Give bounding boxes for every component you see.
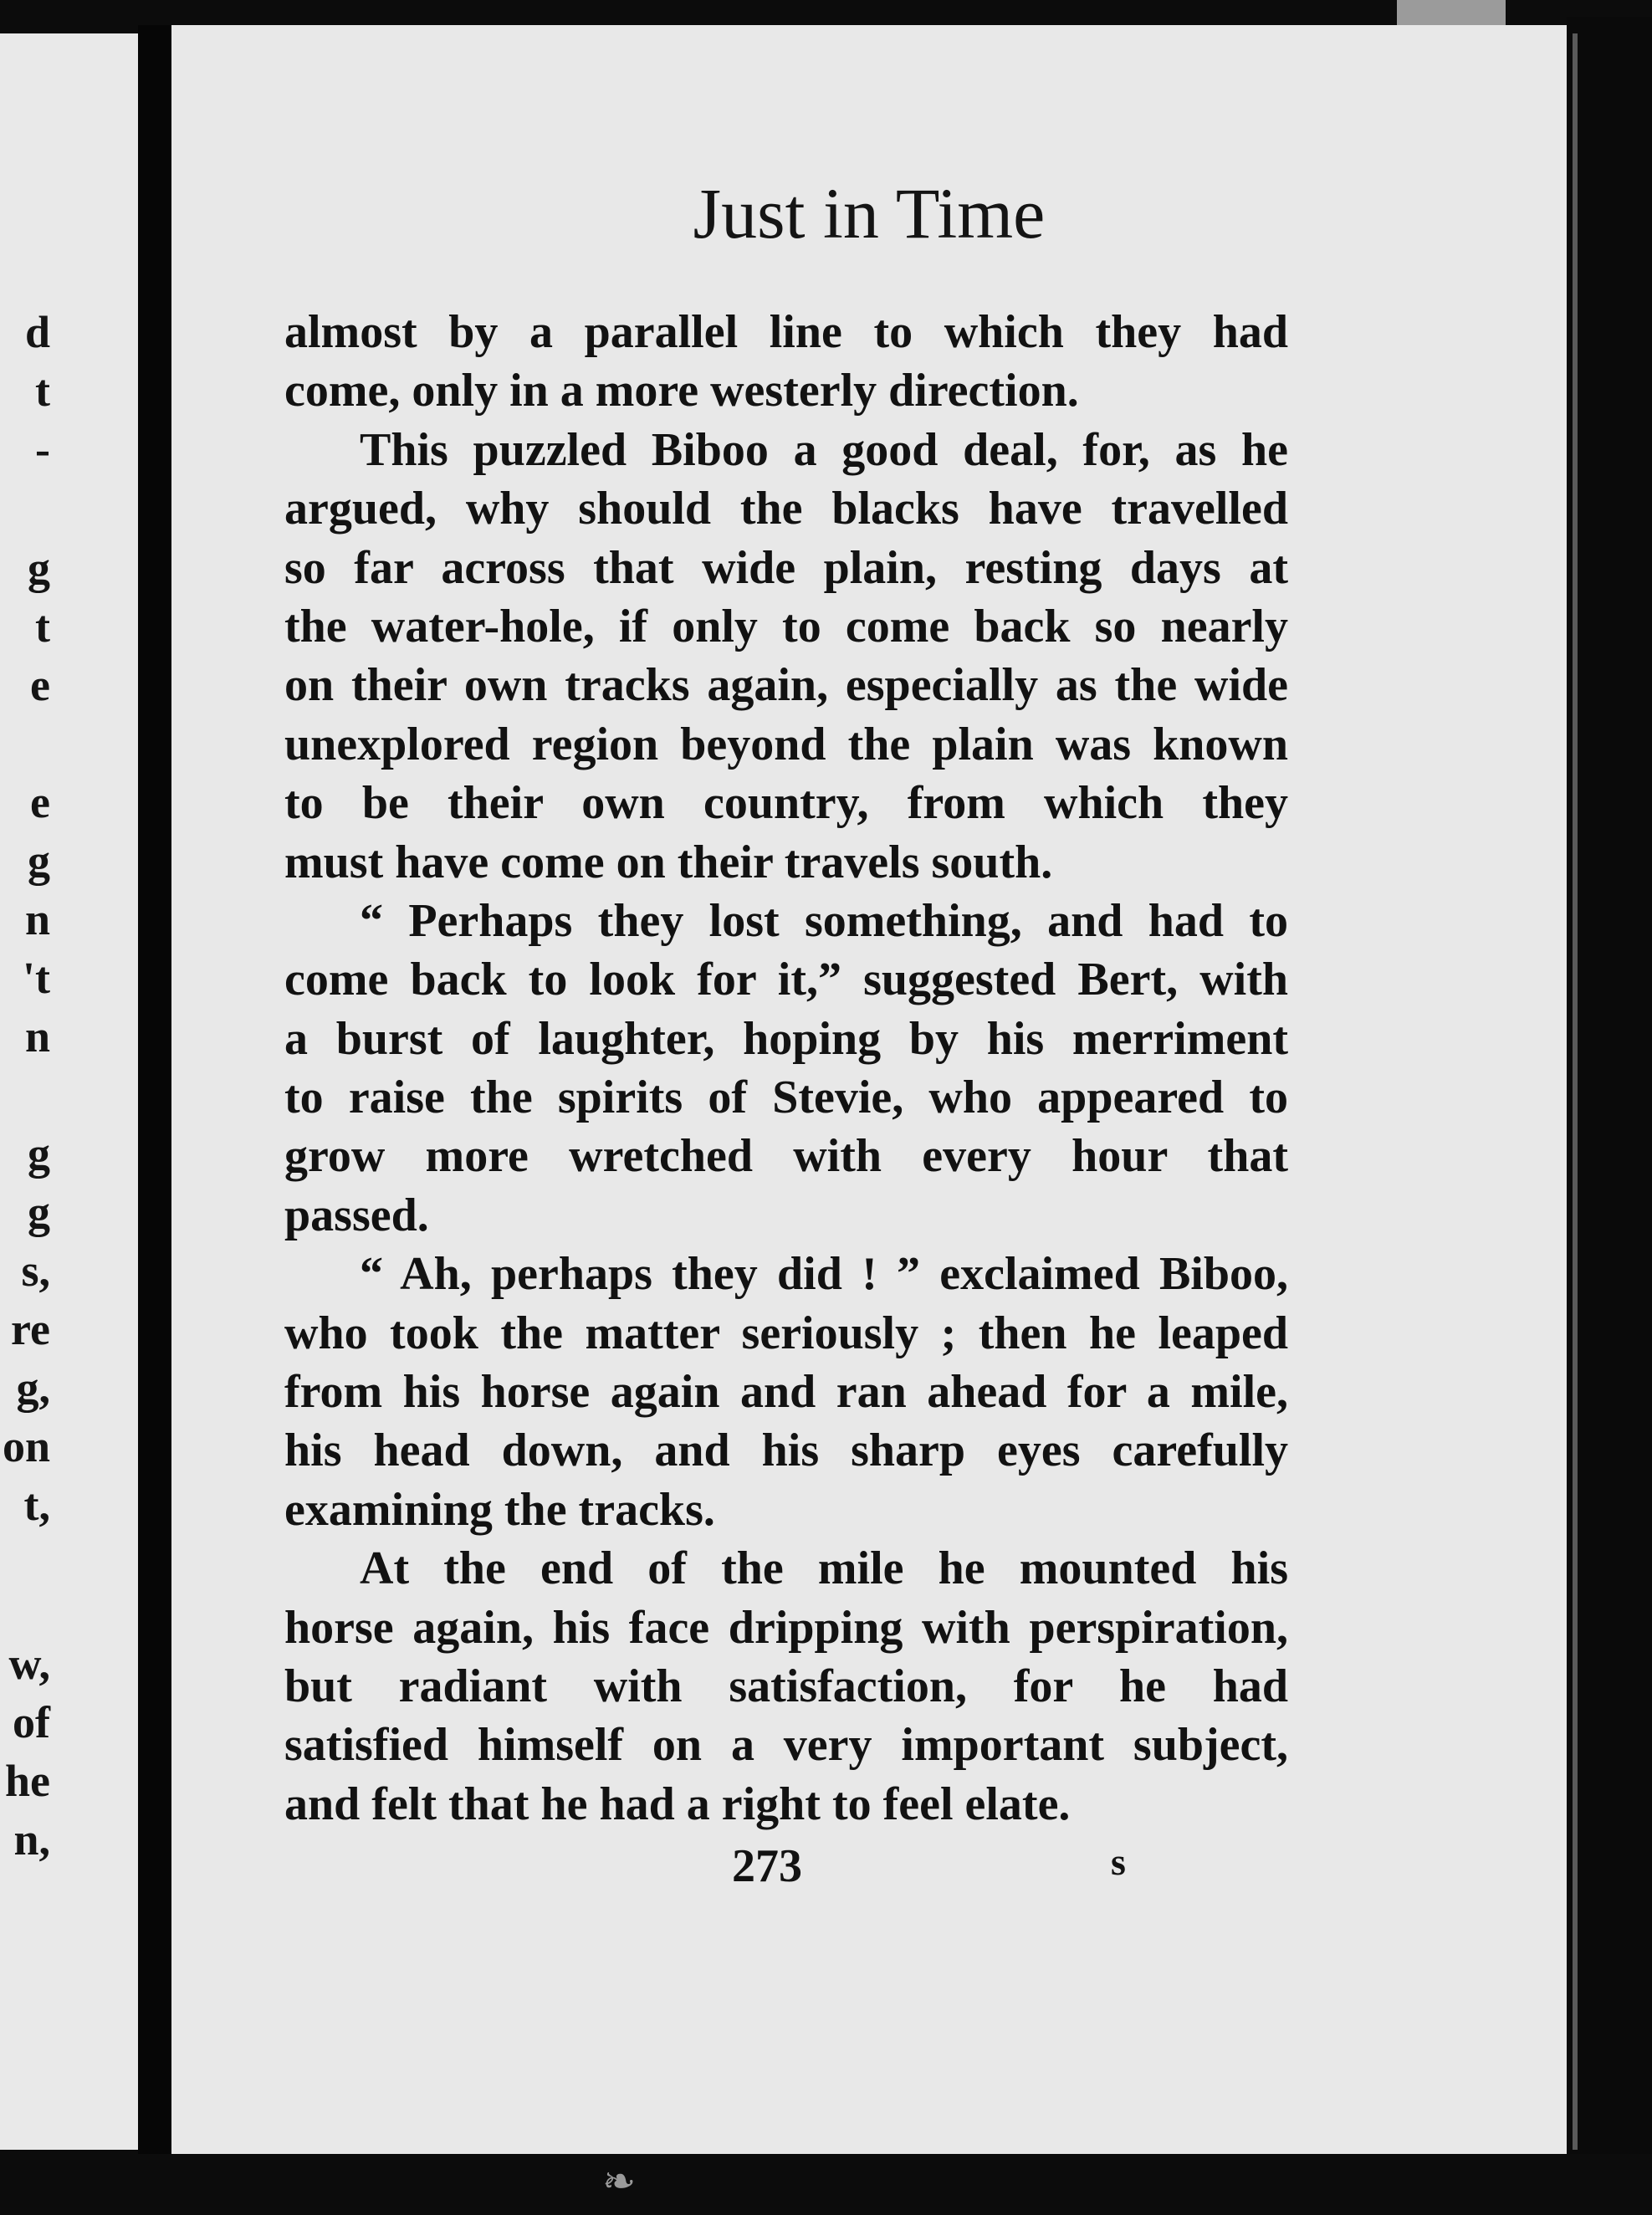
facing-line-fragment: on bbox=[2, 1421, 50, 1471]
facing-line-fragment: w, bbox=[8, 1639, 50, 1689]
scan-bottom-border bbox=[0, 2154, 1652, 2215]
page-body-text bbox=[284, 303, 1288, 1834]
text-line: examining the tracks. bbox=[284, 1483, 715, 1536]
text-line: argued, why should the blacks have travelled bbox=[284, 483, 1288, 535]
text-line: his head down, and his sharp eyes carefully bbox=[284, 1425, 1288, 1477]
facing-line-fragment: d bbox=[24, 307, 50, 357]
text-line: “ Ah, perhaps they did ! ” exclaimed Biboo, bbox=[360, 1248, 1288, 1301]
facing-line-fragment: g bbox=[28, 543, 50, 593]
text-line: At the end of the mile he mounted his bbox=[360, 1542, 1288, 1595]
text-line: a burst of laughter, hoping by his merriment bbox=[284, 1012, 1288, 1065]
facing-page bbox=[0, 33, 138, 2150]
facing-line-fragment: g bbox=[28, 836, 50, 886]
running-head: Just in Time bbox=[693, 173, 1046, 253]
facing-line-fragment: s, bbox=[21, 1246, 50, 1296]
page-edge-line bbox=[1573, 33, 1578, 2150]
text-line: grow more wretched with every hour that bbox=[284, 1130, 1288, 1183]
facing-line-fragment: 't bbox=[23, 953, 50, 1003]
facing-line-fragment: n, bbox=[13, 1814, 50, 1865]
facing-line-fragment: re bbox=[11, 1304, 50, 1354]
scan-speck bbox=[1397, 0, 1506, 25]
facing-line-fragment: he bbox=[5, 1756, 50, 1806]
text-line: come back to look for it,” suggested Bert, with bbox=[284, 954, 1288, 1006]
text-line: almost by a parallel line to which they had bbox=[284, 306, 1288, 358]
text-line: “ Perhaps they lost something, and had to bbox=[360, 894, 1288, 947]
text-line: so far across that wide plain, resting days at bbox=[284, 541, 1288, 594]
signature-mark: s bbox=[1111, 1840, 1126, 1883]
page-edge-shadow bbox=[1567, 17, 1652, 2175]
text-line: who took the matter seriously ; then he leaped bbox=[284, 1307, 1288, 1359]
facing-line-fragment: t, bbox=[23, 1480, 50, 1530]
text-line: the water-hole, if only to come back so nearly bbox=[284, 600, 1288, 652]
text-line: come, only in a more westerly direction. bbox=[284, 365, 1079, 417]
facing-line-fragment: e bbox=[30, 777, 50, 827]
text-line: to be their own country, from which they bbox=[284, 777, 1288, 830]
facing-line-fragment: g bbox=[28, 1187, 50, 1237]
text-line: and felt that he had a right to feel elate. bbox=[284, 1778, 1071, 1830]
text-line: satisfied himself on a very important subject, bbox=[284, 1719, 1288, 1772]
book-gutter bbox=[138, 25, 171, 2166]
text-line: This puzzled Biboo a good deal, for, as he bbox=[360, 423, 1288, 476]
text-line: must have come on their travels south. bbox=[284, 836, 1053, 888]
page-number: 273 bbox=[732, 1840, 802, 1892]
facing-line-fragment: n bbox=[24, 894, 50, 944]
text-line: passed. bbox=[284, 1189, 429, 1241]
scan-smudge-icon: ❧ bbox=[602, 2160, 637, 2204]
text-line: unexplored region beyond the plain was known bbox=[284, 718, 1288, 770]
text-line: but radiant with satisfaction, for he had bbox=[284, 1660, 1288, 1712]
facing-line-fragment: t bbox=[35, 366, 50, 416]
text-line: horse again, his face dripping with perspiration, bbox=[284, 1601, 1288, 1654]
facing-line-fragment: - bbox=[35, 424, 50, 474]
text-line: to raise the spirits of Stevie, who appeared to bbox=[284, 1072, 1288, 1124]
text-line: from his horse again and ran ahead for a mile, bbox=[284, 1366, 1288, 1419]
facing-line-fragment: t bbox=[35, 601, 50, 652]
facing-line-fragment: of bbox=[13, 1697, 50, 1747]
facing-line-fragment: g, bbox=[16, 1363, 50, 1413]
facing-line-fragment: e bbox=[30, 660, 50, 710]
text-line: on their own tracks again, especially as the wide bbox=[284, 659, 1288, 712]
facing-line-fragment: n bbox=[24, 1011, 50, 1061]
facing-line-fragment: g bbox=[28, 1128, 50, 1179]
